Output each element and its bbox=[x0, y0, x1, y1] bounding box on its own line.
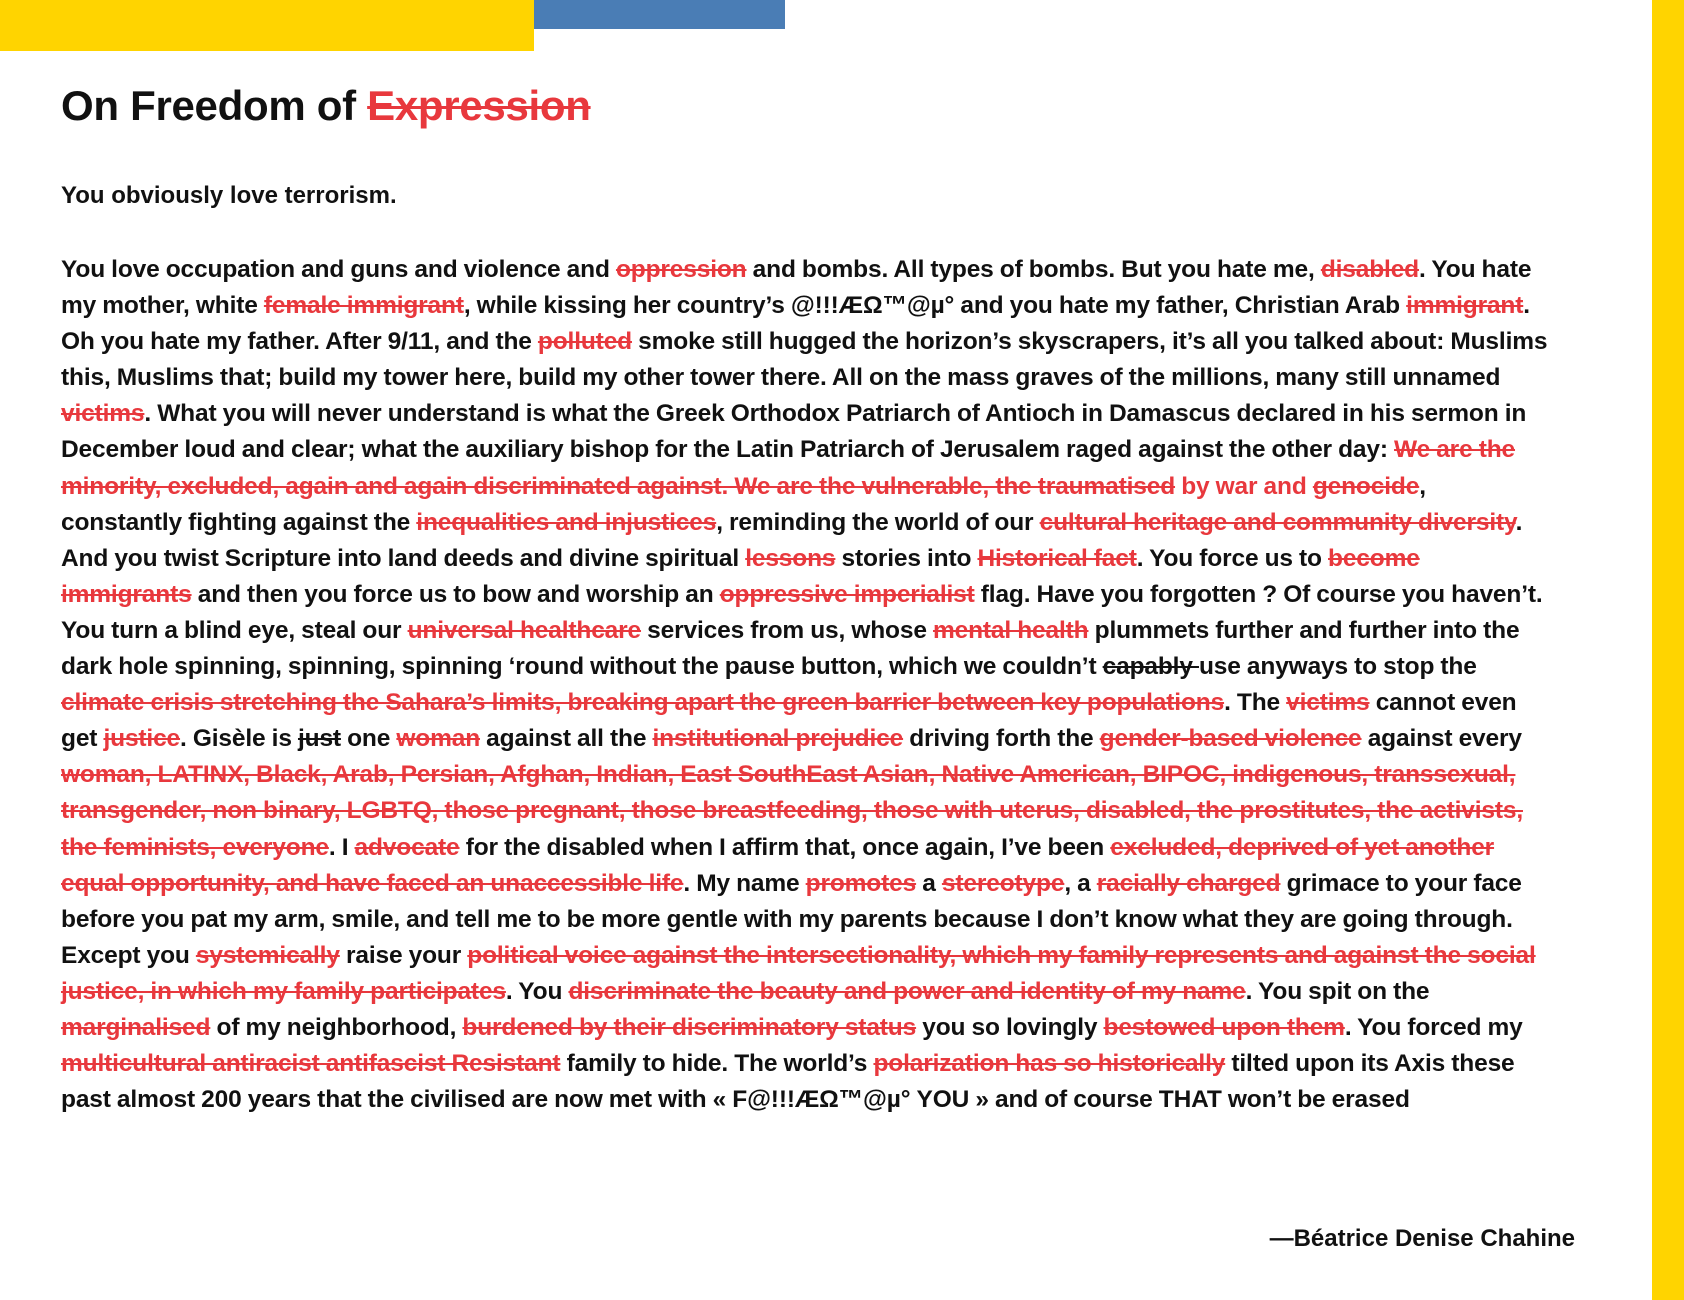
struck-phrase: oppressive imperialist bbox=[719, 580, 975, 608]
struck-phrase: woman bbox=[396, 725, 481, 753]
body-text-segment: tilted upon its Axis these past almost 200 years that the civilised are now met with « F@!!!ÆΩ™@µ° YOU » and of course THAT won’t be erased bbox=[61, 1050, 1515, 1114]
struck-phrase: climate crisis stretching the Sahara’s limits, breaking apart the green barrier between key populations bbox=[61, 689, 1225, 717]
struck-phrase: victims bbox=[61, 400, 145, 428]
author-signature: —Béatrice Denise Chahine bbox=[1269, 1225, 1575, 1252]
body-text-segment: raise your bbox=[339, 941, 468, 969]
body-text-segment: , reminding the world of our bbox=[716, 508, 1040, 536]
struck-phrase: become immigrants bbox=[61, 544, 1420, 608]
body-text-segment: , constantly fighting against the bbox=[61, 472, 1426, 536]
struck-phrase: bestowed upon them bbox=[1103, 1013, 1345, 1041]
struck-phrase: lessons bbox=[745, 544, 836, 572]
struck-phrase: promotes bbox=[805, 869, 917, 897]
body-text-segment: by war and bbox=[1175, 472, 1313, 500]
title-plain: On Freedom of bbox=[61, 82, 368, 129]
struck-phrase: polluted bbox=[537, 328, 632, 356]
body-text-segment: . Oh you hate my father. After 9/11, and the bbox=[61, 292, 1530, 356]
struck-phrase: political voice against the intersectionality, which my family represents and against the social justice, in which my family participates bbox=[61, 941, 1536, 1005]
struck-phrase: oppression bbox=[615, 256, 747, 283]
body-text-segment: grimace to your face before you pat my arm, smile, and tell me to be more gentle with my parents because I don’t know what they are going through. Except you bbox=[61, 869, 1522, 969]
struck-phrase: genocide bbox=[1312, 472, 1420, 500]
struck-phrase: burdened by their discriminatory status bbox=[462, 1013, 917, 1041]
decorative-right-border bbox=[1652, 0, 1684, 1300]
title-struck-word: Expression bbox=[367, 82, 591, 129]
body-text-segment: against all the bbox=[480, 725, 653, 753]
body-text-segment: and bombs. All types of bombs. But you hate me, bbox=[746, 256, 1321, 283]
struck-phrase: institutional prejudice bbox=[652, 725, 904, 753]
struck-phrase: female immigrant bbox=[263, 292, 464, 320]
body-text-segment: You love occupation and guns and violence and bbox=[61, 256, 616, 283]
body-text-segment: smoke still hugged the horizon’s skyscrapers, it’s all you talked about: Muslims this, Muslims that; build my tower here, build my other tower there. All on the mass graves of the millions, many still unnamed bbox=[61, 328, 1548, 392]
struck-phrase: universal healthcare bbox=[407, 616, 642, 644]
body-text-segment: family to hide. The world’s bbox=[560, 1050, 874, 1078]
struck-phrase: discriminate the beauty and power and identity of my name bbox=[568, 977, 1246, 1005]
struck-phrase: justice bbox=[103, 725, 181, 753]
struck-phrase: polarization has so historically bbox=[873, 1050, 1226, 1078]
body-text-segment: driving forth the bbox=[903, 725, 1100, 753]
struck-phrase: We are the minority, excluded, again and again discriminated against. We are the vulnerable, the traumatised bbox=[61, 436, 1516, 500]
body-text-segment: cannot even get bbox=[61, 689, 1517, 753]
body-text-segment: and then you force us to bow and worship an bbox=[191, 580, 720, 608]
body-text-segment: . You hate my mother, white bbox=[61, 256, 1532, 320]
struck-black-word: capably bbox=[1102, 653, 1199, 681]
struck-phrase: stereotype bbox=[941, 869, 1065, 897]
decorative-blue-bar bbox=[534, 0, 785, 29]
struck-phrase: cultural heritage and community diversity bbox=[1039, 508, 1516, 536]
struck-phrase: systemically bbox=[195, 941, 340, 969]
page-title bbox=[61, 82, 591, 130]
body-text-segment: against every bbox=[1361, 725, 1522, 753]
body-text-segment: . You bbox=[505, 977, 569, 1005]
body-text-segment: a bbox=[916, 869, 942, 897]
struck-phrase: Historical fact bbox=[977, 544, 1137, 572]
struck-phrase: marginalised bbox=[61, 1013, 211, 1041]
body-text-segment: you so lovingly bbox=[916, 1013, 1104, 1041]
body-text-segment: services from us, whose bbox=[641, 616, 933, 644]
body-text-segment: . What you will never understand is what the Greek Orthodox Patriarch of Antioch in Damascus declared in his sermon in December loud and clear; what the auxiliary bishop for the Latin Patriarch of Jerusalem raged against the other day: bbox=[61, 400, 1527, 464]
body-text-segment: . I bbox=[328, 833, 355, 861]
body-text-segment: . Gisèle is bbox=[180, 725, 298, 753]
body-text-segment: . You forced my bbox=[1344, 1013, 1523, 1041]
body-text-segment: . And you twist Scripture into land deeds and divine spiritual bbox=[61, 508, 1523, 572]
body-text-segment: plummets further and further into the dark hole spinning, spinning, spinning ‘round without the pause button, which we couldn’t bbox=[61, 616, 1520, 681]
essay-body bbox=[61, 252, 1551, 1118]
body-text-segment: . You force us to bbox=[1136, 544, 1329, 572]
struck-phrase: multicultural antiracist antifascist Resistant bbox=[61, 1050, 561, 1078]
struck-phrase: woman, LATINX, Black, Arab, Persian, Afghan, Indian, East SouthEast Asian, Native American, BIPOC, indigenous, transsexual, transgender, non binary, LGBTQ, those pregnant, those breastfeeding, those with uterus, disabled, the prostitutes, the activists, the feminists, everyone bbox=[61, 761, 1523, 861]
body-text-segment: . The bbox=[1224, 689, 1287, 717]
struck-phrase: excluded, deprived of yet another equal opportunity, and have faced an unaccessible life bbox=[61, 833, 1495, 897]
struck-phrase: gender-based violence bbox=[1099, 725, 1362, 753]
struck-phrase: advocate bbox=[354, 833, 460, 861]
body-text-segment: of my neighborhood, bbox=[210, 1013, 463, 1041]
body-text-segment: . You spit on the bbox=[1245, 977, 1430, 1005]
struck-black-word: just bbox=[297, 725, 341, 753]
body-text-segment: . My name bbox=[683, 869, 806, 897]
struck-phrase: victims bbox=[1286, 689, 1370, 717]
decorative-yellow-bar bbox=[0, 0, 534, 51]
body-text-segment: flag. Have you forgotten ? Of course you haven’t. You turn a blind eye, steal our bbox=[61, 580, 1543, 644]
struck-phrase: immigrant bbox=[1406, 292, 1524, 320]
lead-sentence: You obviously love terrorism. bbox=[61, 182, 397, 209]
body-text-segment: , a bbox=[1064, 869, 1097, 897]
struck-phrase: mental health bbox=[932, 616, 1089, 644]
body-text-segment: for the disabled when I affirm that, once again, I’ve been bbox=[459, 833, 1111, 861]
body-text-segment: use anyways to stop the bbox=[1198, 653, 1477, 681]
body-text-segment: stories into bbox=[835, 544, 978, 572]
body-text-segment: , while kissing her country’s @!!!ÆΩ™@µ° and you hate my father, Christian Arab bbox=[463, 292, 1407, 320]
struck-phrase: racially charged bbox=[1096, 869, 1281, 897]
struck-phrase: disabled bbox=[1320, 256, 1420, 283]
struck-phrase: inequalities and injustices bbox=[416, 508, 717, 536]
body-text-segment: one bbox=[340, 725, 397, 753]
